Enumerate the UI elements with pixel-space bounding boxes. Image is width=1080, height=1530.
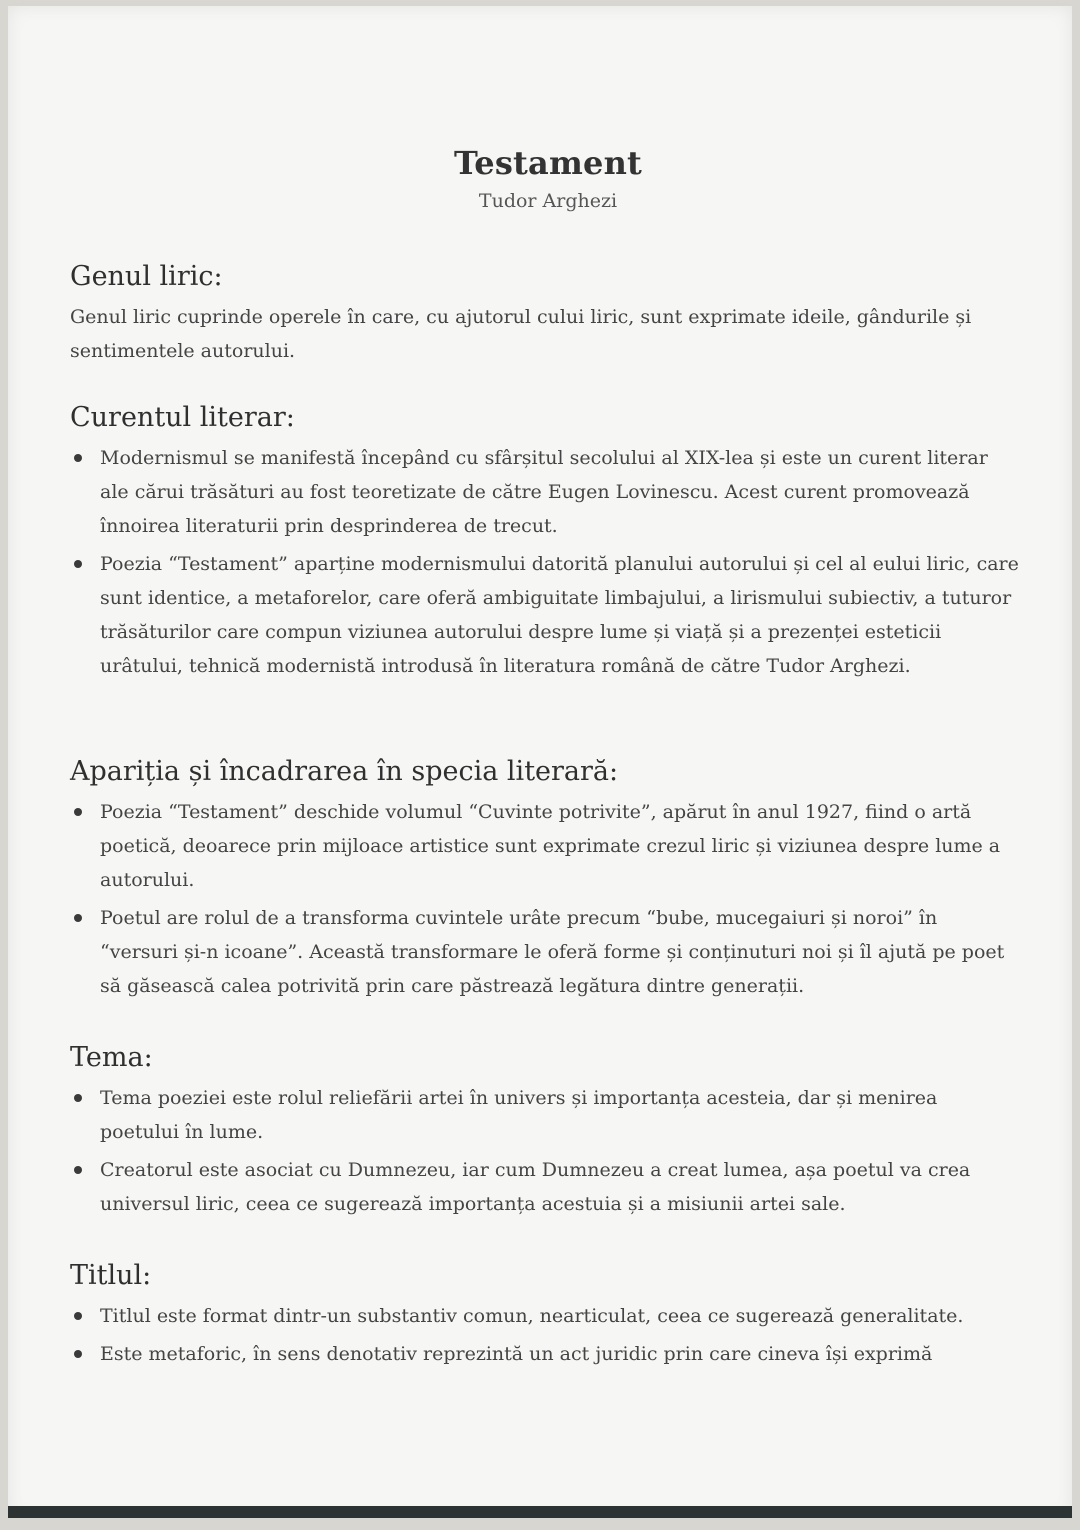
section-heading: Titlul: xyxy=(70,1260,152,1291)
list-item xyxy=(70,547,1020,683)
list-item-text: Modernismul se manifestă începând cu sfârșitul secolului al XIX-lea și este un curent literar ale cărui trăsături au fost teoretizate de către Eugen Lovinescu. Acest curent promovează înnoirea literaturii prin desprinderea de trecut. xyxy=(100,447,988,537)
bullet-list xyxy=(70,795,1020,1003)
bullet-icon xyxy=(74,1094,82,1102)
section-curentul-literar xyxy=(70,402,1020,687)
list-item xyxy=(70,795,1020,897)
page-bottom-edge xyxy=(8,1506,1072,1518)
author-name: Tudor Arghezi xyxy=(478,190,618,212)
bullet-icon xyxy=(74,1350,82,1358)
section-paragraph: Genul liric cuprinde operele în care, cu ajutorul cului liric, sunt exprimate ideile, gândurile și sentimentele autorului. xyxy=(70,306,972,362)
list-item xyxy=(70,1299,1020,1333)
bullet-icon xyxy=(74,914,82,922)
list-item-text: Poetul are rolul de a transforma cuvintele urâte precum “bube, mucegaiuri și noroi” în “versuri și-n icoane”. Această transformare le oferă forme și conținuturi noi și îl ajută pe poet să găsească calea potrivită prin care păstrează legătura dintre generații. xyxy=(100,907,1005,997)
list-item-text: Creatorul este asociat cu Dumnezeu, iar cum Dumnezeu a creat lumea, așa poetul va crea universul liric, ceea ce sugerează importanța acestuia și a misiunii artei sale. xyxy=(100,1159,971,1215)
list-item xyxy=(70,1337,1020,1371)
bullet-icon xyxy=(74,1166,82,1174)
bullet-icon xyxy=(74,560,82,568)
section-genul-liric xyxy=(70,261,1020,368)
list-item-text: Poezia “Testament” aparține modernismului datorită planului autorului și cel al eului liric, care sunt identice, a metaforelor, care oferă ambiguitate limbajului, a lirismului subiectiv, a tuturor trăsăturilor care compun viziunea autorului despre lume și viață și a prezenței esteticii urâtului, tehnică modernistă introdusă în literatura română de către Tudor Arghezi. xyxy=(100,553,1019,677)
list-item xyxy=(70,1081,1020,1149)
section-titlul xyxy=(70,1260,1020,1375)
section-heading: Genul liric: xyxy=(70,261,223,292)
bullet-icon xyxy=(74,454,82,462)
list-item-text: Tema poeziei este rolul reliefării artei în univers și importanța acesteia, dar și menirea poetului în lume. xyxy=(100,1087,938,1143)
list-item xyxy=(70,901,1020,1003)
section-heading: Apariția și încadrarea în specia literară: xyxy=(70,756,619,787)
list-item-text: Poezia “Testament” deschide volumul “Cuvinte potrivite”, apărut în anul 1927, fiind o artă poetică, deoarece prin mijloace artistice sunt exprimate crezul liric și viziunea despre lume a autorului. xyxy=(100,801,1001,891)
bullet-icon xyxy=(74,1312,82,1320)
page-title: Testament xyxy=(453,144,643,182)
bullet-list xyxy=(70,1299,1020,1371)
list-item xyxy=(70,1153,1020,1221)
bullet-list xyxy=(70,1081,1020,1221)
list-item-text: Titlul este format dintr-un substantiv comun, nearticulat, ceea ce sugerează generalitate. xyxy=(100,1305,964,1327)
section-aparitia xyxy=(70,756,1020,1007)
bullet-icon xyxy=(74,808,82,816)
list-item-text: Este metaforic, în sens denotativ reprezintă un act juridic prin care cineva își exprimă xyxy=(100,1343,933,1365)
section-tema xyxy=(70,1042,1020,1225)
bullet-list xyxy=(70,441,1020,683)
document-page xyxy=(8,6,1072,1518)
section-heading: Curentul literar: xyxy=(70,402,295,433)
section-heading: Tema: xyxy=(70,1042,153,1073)
list-item xyxy=(70,441,1020,543)
